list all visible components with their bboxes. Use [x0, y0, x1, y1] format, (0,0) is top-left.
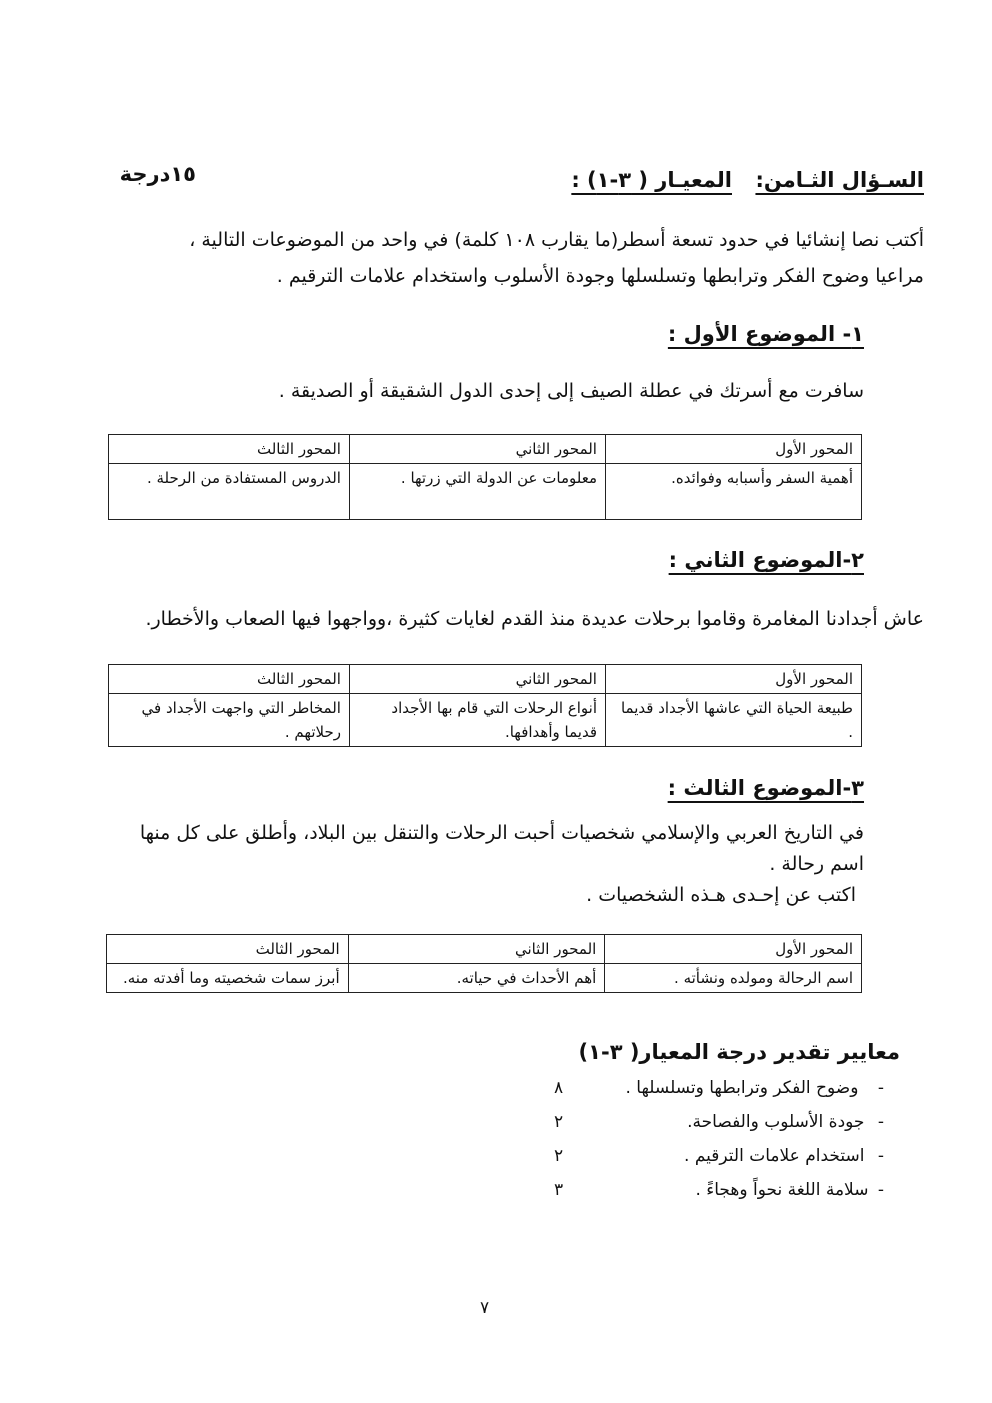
axis-header-2: المحور الثاني: [349, 435, 605, 464]
topic-3-prompt: [34, 818, 864, 911]
axis-value-1: اسم الرحالة ومولده ونشأته .: [605, 964, 862, 993]
axis-header-2: المحور الثاني: [348, 935, 605, 964]
topic-3-prompt-line-1: في التاريخ العربي والإسلامي شخصيات أحبت الرحلات والتنقل بين البلاد، وأطلق على كل منها: [139, 822, 864, 844]
table-row: [109, 464, 862, 520]
criteria-label: سلامة اللغة نحواً وهجاءً .: [695, 1180, 869, 1200]
criteria-label: جودة الأسلوب والفصاحة.: [687, 1112, 865, 1132]
topic-1-axes-table: [108, 434, 862, 520]
instructions-line-1: أكتب نصا إنشائيا في حدود تسعة أسطر(ما يقارب ١٠٨ كلمة) في واحد من الموضوعات التالية ،: [189, 229, 924, 251]
list-item: [554, 1078, 884, 1098]
axis-value-3: أبرز سمات شخصيته وما أفدته منه.: [107, 964, 349, 993]
axis-header-1: المحور الأول: [605, 435, 861, 464]
topic-1-prompt: سافرت مع أسرتك في عطلة الصيف إلى إحدى الدول الشقيقة أو الصديقة .: [278, 380, 864, 402]
axis-value-3: الدروس المستفادة من الرحلة .: [109, 464, 350, 520]
topic-1-heading: ١- الموضوع الأول :: [667, 322, 864, 346]
criteria-score: ٨: [554, 1078, 564, 1098]
standard-label: المعيـار ( ٣-١) :: [571, 168, 732, 192]
list-item: [554, 1146, 884, 1166]
topic-3-heading: ٣-الموضوع الثالث :: [667, 776, 864, 800]
axis-header-3: المحور الثالث: [107, 935, 349, 964]
criteria-dash: -: [877, 1078, 884, 1098]
criteria-dash: -: [877, 1146, 884, 1166]
question-title: السـؤال الثـامن:: [755, 168, 924, 192]
table-row: [109, 665, 862, 694]
axis-value-1: طبيعة الحياة التي عاشها الأجداد قديما .: [605, 694, 861, 747]
question-grade: ١٥درجة: [119, 162, 196, 186]
criteria-score: ٢: [554, 1146, 564, 1166]
instructions-line-2: مراعيا وضوح الفكر وترابطها وتسلسلها وجودة الأسلوب واستخدام علامات الترقيم .: [276, 265, 924, 287]
axis-header-1: المحور الأول: [605, 935, 862, 964]
axis-header-2: المحور الثاني: [349, 665, 605, 694]
criteria-title: معايير تقدير درجة المعيار( ٣-١): [578, 1040, 900, 1064]
criteria-label: استخدام علامات الترقيم .: [684, 1146, 865, 1166]
criteria-score: ٣: [554, 1180, 564, 1200]
criteria-label: وضوح الفكر وترابطها وتسلسلها .: [625, 1078, 859, 1098]
topic-3-axes-table: [106, 934, 862, 993]
axis-header-1: المحور الأول: [605, 665, 861, 694]
page-number: ٧: [480, 1298, 490, 1318]
criteria-dash: -: [877, 1112, 884, 1132]
table-row: [107, 935, 862, 964]
axis-value-1: أهمية السفر وأسبابه وفوائده.: [605, 464, 861, 520]
criteria-dash: -: [877, 1180, 884, 1200]
criteria-score: ٢: [554, 1112, 564, 1132]
axis-header-3: المحور الثالث: [109, 435, 350, 464]
topic-3-prompt-line-2: اسم رحالة .: [769, 853, 864, 875]
axis-value-2: أنواع الرحلات التي قام بها الأجداد قديما وأهدافها.: [349, 694, 605, 747]
table-row: [107, 964, 862, 993]
topic-2-heading: ٢-الموضوع الثاني :: [668, 548, 864, 572]
instructions: [64, 222, 924, 294]
axis-header-3: المحور الثالث: [109, 665, 350, 694]
table-row: [109, 694, 862, 747]
topic-2-axes-table: [108, 664, 862, 747]
list-item: [554, 1180, 884, 1200]
topic-2-prompt: عاش أجدادنا المغامرة وقاموا برحلات عديدة منذ القدم لغايات كثيرة ،وواجهوا فيها الصعاب والأخطار.: [145, 608, 924, 630]
axis-value-2: أهم الأحداث في حياته.: [348, 964, 605, 993]
table-row: [109, 435, 862, 464]
list-item: [554, 1112, 884, 1132]
axis-value-2: معلومات عن الدولة التي زرتها .: [349, 464, 605, 520]
topic-3-prompt-line-3: اكتب عن إحـدى هـذه الشخصيات .: [586, 884, 856, 906]
axis-value-3: المخاطر التي واجهت الأجداد في رحلاتهم .: [109, 694, 350, 747]
